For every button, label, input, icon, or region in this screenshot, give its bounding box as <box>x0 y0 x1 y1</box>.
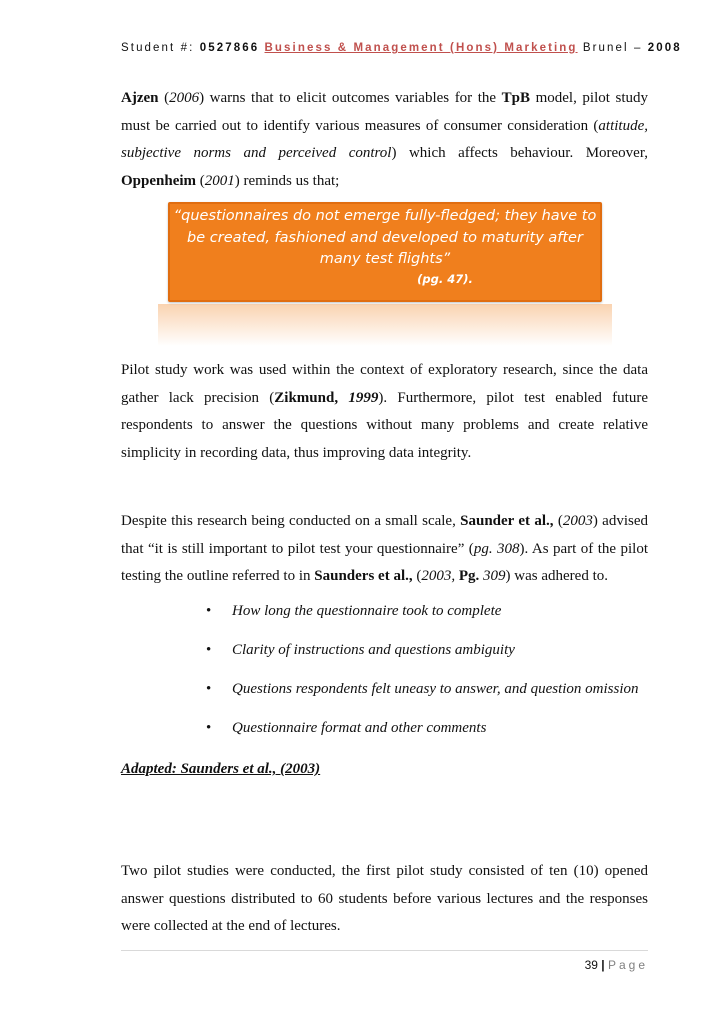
text-run: ). Furthermore, pilot test enabled future respondents to answer the questions without many problems and create relative simplicity in recording data, thus improving data integrity. <box>121 389 649 461</box>
paragraph-pilot-study <box>121 357 648 467</box>
list-item-text: Questions respondents felt uneasy to answer, and question omission <box>232 681 639 697</box>
text-run: ) warns that to elicit outcomes variables for the <box>199 90 502 106</box>
list-item-text: Questionnaire format and other comments <box>232 720 487 736</box>
quote-text: “questionnaires do not emerge fully-fledged; they have to be created, fashioned and developed to maturity after many test flights” <box>173 208 597 267</box>
course-title: Business & Management (Hons) Marketing <box>264 42 578 54</box>
citation-author: Zikmund, <box>274 389 349 406</box>
quote-box-reflection <box>158 304 612 346</box>
student-label: Student #: <box>121 42 195 54</box>
page-footer <box>121 958 648 972</box>
emphasis-terms: attitude, subjective norms and perceived control <box>121 117 648 161</box>
quote-reference: (pg. 47). <box>417 271 473 286</box>
citation-author: Ajzen <box>121 90 159 106</box>
text-run: ) advised that “it is still important to pilot test your questionnaire” ( <box>121 513 648 557</box>
text-run: ). As part of the pilot testing the outline referred to in <box>121 540 649 584</box>
citation-page: 309 <box>483 568 506 584</box>
text-run: ) which affects behaviour. Moreover, <box>391 145 648 161</box>
citation-year: 2006 <box>169 90 200 106</box>
bullet-icon: • <box>206 681 212 697</box>
page-header <box>121 42 682 54</box>
text-run: ( <box>196 172 205 189</box>
text-run: ( <box>553 513 563 529</box>
footer-separator: | <box>601 958 605 972</box>
paragraph-two-pilot-studies: Two pilot studies were conducted, the first pilot study consisted of ten (10) opened answer questions distributed to 60 students before various lectures and the responses were collected at the end of lectures. <box>121 863 648 934</box>
pilot-outline-list <box>206 598 676 754</box>
citation-year: 1999 <box>348 389 379 406</box>
text-run: ) was adhered to. <box>505 568 609 584</box>
paragraph-ajzen <box>121 85 648 195</box>
student-number: 0527866 <box>199 42 260 54</box>
text-run: ( <box>158 90 170 106</box>
header-year: 2008 <box>647 42 682 54</box>
text-run: ( <box>412 568 422 584</box>
citation-year: 2001 <box>204 172 235 189</box>
paragraph-saunders <box>121 508 648 591</box>
text-run: Despite this research being conducted on a small scale, <box>121 513 461 529</box>
citation-year: 2003, <box>421 568 459 584</box>
list-item <box>206 715 676 754</box>
citation-page-label: Pg. <box>458 568 480 584</box>
quote-text-block <box>168 206 602 287</box>
citation-author: Saunders et al., <box>314 568 413 584</box>
bullet-icon: • <box>206 603 212 619</box>
footer-divider <box>121 950 648 951</box>
quote-callout <box>168 202 602 302</box>
text-run: ) reminds us that; <box>234 172 340 189</box>
text-run: model, pilot study must be carried out to identify various measures of consumer consideration ( <box>121 90 648 134</box>
list-item <box>206 676 676 715</box>
list-item-text: How long the questionnaire took to complete <box>232 603 502 619</box>
citation-year: 2003 <box>562 513 593 529</box>
list-item-text: Clarity of instructions and questions ambiguity <box>232 642 515 658</box>
bullet-icon: • <box>206 720 212 736</box>
citation-author: Saunder et al., <box>460 513 554 529</box>
list-item <box>206 637 676 676</box>
bullet-icon: • <box>206 642 212 658</box>
university-name: Brunel – <box>582 42 643 54</box>
list-item <box>206 598 676 637</box>
model-name: TpB <box>501 90 531 106</box>
page-label: Page <box>607 958 648 972</box>
citation-page: pg. 308 <box>473 540 520 557</box>
page-number: 39 <box>584 958 598 972</box>
text-run: Pilot study work was used within the context of exploratory research, since the data gather lack precision ( <box>121 362 648 406</box>
citation-author: Oppenheim <box>121 172 197 189</box>
adapted-source: Adapted: Saunders et al., (2003) <box>121 761 321 777</box>
